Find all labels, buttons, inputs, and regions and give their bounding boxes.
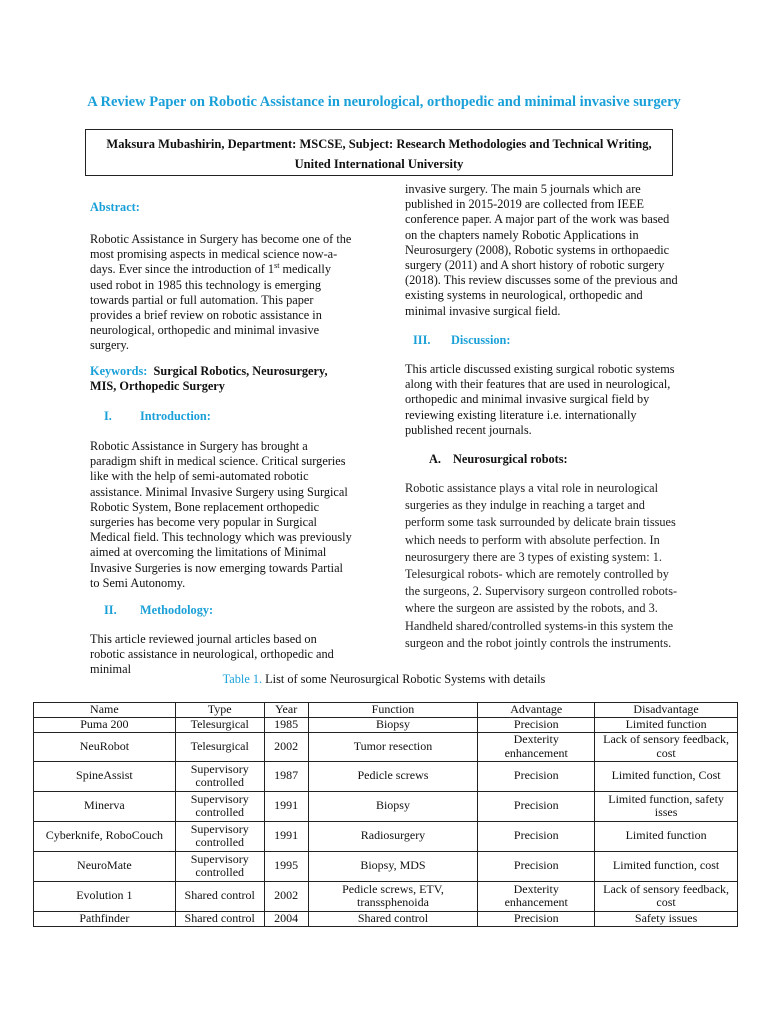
table-cell: NeuRobot (34, 732, 176, 761)
table-cell: 1987 (264, 761, 308, 791)
table-cell: Limited function (595, 821, 738, 851)
table-cell: Shared control (175, 911, 264, 926)
table-cell: Limited function, Cost (595, 761, 738, 791)
section-heading-methodology: II. Methodology: (104, 603, 214, 617)
table-cell: 2004 (264, 911, 308, 926)
author-line-2: United International University (294, 157, 464, 171)
table-cell: SpineAssist (34, 761, 176, 791)
introduction-text: Robotic Assistance in Surgery has brought a paradigm shift in medical science. Critical surgeries like with the help of semi-automated robotic assistance. Minimal Invasive Surgery using Surgical Robotic System, Bone replacement orthopedic surgeries has become very popular in Surgical Medical field. This technology which was previously aimed at overcoming the limitations of Minimal Invasive Surgeries is now emerging towards Partial to Semi Autonomy. (90, 439, 352, 590)
table-row (34, 821, 738, 851)
table-cell: Precision (478, 791, 595, 821)
table-row (34, 911, 738, 926)
keywords-text: Surgical Robotics, Neurosurgery, MIS, Orthopedic Surgery (90, 364, 328, 394)
author-box (85, 129, 673, 176)
table-cell: Supervisory controlled (175, 821, 264, 851)
table-row (34, 791, 738, 821)
table-cell: Supervisory controlled (175, 761, 264, 791)
table-caption: Table 1. List of some Neurosurgical Robotic Systems with details (222, 672, 546, 686)
table-cell: Precision (478, 911, 595, 926)
table-row (34, 851, 738, 881)
table-cell: Telesurgical (175, 717, 264, 732)
table-cell: Shared control (308, 911, 478, 926)
methodology-text-continued: invasive surgery. The main 5 journals which are published in 2015-2019 are collected from IEEE conference paper. A major part of the work was based on the chapters namely Robotic Applications in Neurosurgery (2008), Robotic systems in orthopaedic surgery (2011) and A short history of robotic surgery (2018). This review discusses some of the previous and existing systems in neurological, orthopedic and minimal invasive surgical field. (405, 182, 678, 318)
table-cell: Pedicle screws, ETV, transsphenoida (308, 881, 478, 911)
table-cell: Pedicle screws (308, 761, 478, 791)
header-cell: Name (34, 703, 176, 718)
table-cell: Biopsy (308, 717, 478, 732)
table-cell: Supervisory controlled (175, 791, 264, 821)
table-cell: Supervisory controlled (175, 851, 264, 881)
table-cell: Radiosurgery (308, 821, 478, 851)
table-header-row (34, 703, 738, 718)
robotic-systems-table (33, 702, 738, 927)
abstract-heading: Abstract: (90, 200, 140, 214)
table-cell: Dexterity enhancement (478, 732, 595, 761)
table-cell: Limited function, safety isses (595, 791, 738, 821)
table-cell: Safety issues (595, 911, 738, 926)
table-cell: Precision (478, 821, 595, 851)
keywords (90, 364, 352, 394)
header-cell: Advantage (478, 703, 595, 718)
table-row (34, 881, 738, 911)
section-heading-neurosurgical: A. Neurosurgical robots: (429, 452, 568, 466)
table-cell: 2002 (264, 732, 308, 761)
table-cell: Minerva (34, 791, 176, 821)
abstract-text: Robotic Assistance in Surgery has become one of the most promising aspects in medical science now-a-days. Ever since the introduction of 1st medically used robot in 1985 this technology is emerging towards partial or full automation. This paper provides a brief review on robotic assistance in neurological, orthopedic and minimal invasive surgery. (90, 232, 352, 353)
section-heading-discussion: III. Discussion: (413, 333, 511, 347)
table-cell: Biopsy, MDS (308, 851, 478, 881)
table-cell: Lack of sensory feedback, cost (595, 732, 738, 761)
table-cell: NeuroMate (34, 851, 176, 881)
table-cell: Cyberknife, RoboCouch (34, 821, 176, 851)
paper-title: A Review Paper on Robotic Assistance in neurological, orthopedic and minimal invasive surgery (87, 94, 681, 110)
table-cell: Dexterity enhancement (478, 881, 595, 911)
table-cell: 1985 (264, 717, 308, 732)
table-row (34, 761, 738, 791)
table-cell: 1991 (264, 791, 308, 821)
table-cell: Precision (478, 717, 595, 732)
table-cell: 2002 (264, 881, 308, 911)
author-line-1: Maksura Mubashirin, Department: MSCSE, Subject: Research Methodologies and Technical Writing, (106, 137, 652, 151)
table-cell: Pathfinder (34, 911, 176, 926)
table-cell: Precision (478, 851, 595, 881)
table-row (34, 717, 738, 732)
table-cell: Biopsy (308, 791, 478, 821)
header-cell: Function (308, 703, 478, 718)
table-cell: Puma 200 (34, 717, 176, 732)
table-row (34, 732, 738, 761)
table-cell: Shared control (175, 881, 264, 911)
table-cell: Precision (478, 761, 595, 791)
table-cell: 1991 (264, 821, 308, 851)
table-cell: Telesurgical (175, 732, 264, 761)
header-cell: Year (264, 703, 308, 718)
table-cell: Lack of sensory feedback, cost (595, 881, 738, 911)
table-cell: 1995 (264, 851, 308, 881)
keywords-label: Keywords: (90, 364, 148, 378)
header-cell: Disadvantage (595, 703, 738, 718)
table-cell: Limited function, cost (595, 851, 738, 881)
discussion-text: This article discussed existing surgical robotic systems along with their features that are used in neurological, orthopedic and minimal invasive surgical field by reviewing existing literature i.e. internationally published recent journals. (405, 362, 675, 437)
neurosurgical-text: Robotic assistance plays a vital role in neurological surgeries as they indulge in reaching a target and perform some task surrounded by delicate brain tissues which needs to perform with absolute perfection. In neurosurgery there are 3 types of existing system: 1. Telesurgical robots- which are remotely controlled by the surgeons, 2. Supervisory surgeon controlled robots- where the surgeon are assisted by the robots, and 3. Handheld shared/controlled systems-in this system the surgeon and the robot jointly controls the instruments. (405, 481, 678, 650)
table-cell: Limited function (595, 717, 738, 732)
section-heading-introduction: I. Introduction: (104, 409, 211, 423)
header-cell: Type (175, 703, 264, 718)
table-cell: Evolution 1 (34, 881, 176, 911)
table-cell: Tumor resection (308, 732, 478, 761)
methodology-text: This article reviewed journal articles based on robotic assistance in neurological, orthopedic and minimal (90, 632, 334, 677)
